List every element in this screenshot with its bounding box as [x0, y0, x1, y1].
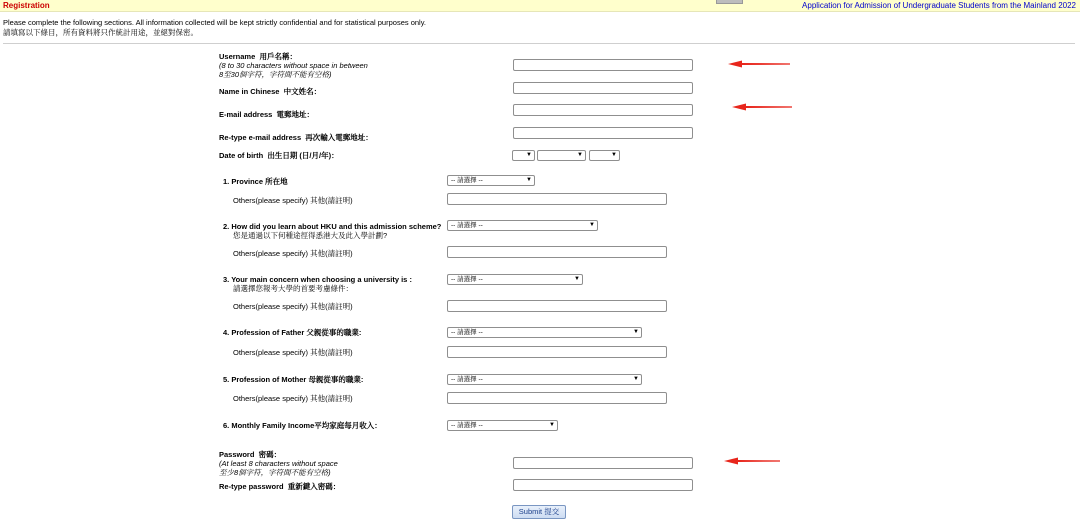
section-label: Registration [3, 1, 50, 10]
q4-select-value: -- 請選擇 -- [451, 329, 483, 336]
intro-text [3, 18, 426, 38]
chevron-down-icon: ▼ [589, 222, 595, 228]
password-label [219, 450, 338, 477]
chevron-down-icon: ▼ [549, 422, 555, 428]
q4-others-label: Others(please specify) 其他(請註明) [233, 348, 353, 357]
password-retype-label-en: Re-type password [219, 482, 284, 491]
email-retype-label [219, 133, 373, 142]
chevron-down-icon: ▼ [574, 276, 580, 282]
q5-select-value: -- 請選擇 -- [451, 376, 483, 383]
q1-label-zh: 所在地 [265, 177, 288, 186]
name-chinese-label-zh: 中文姓名： [283, 87, 322, 96]
q4-others-input[interactable] [447, 346, 667, 358]
q5-label-en: 5. Profession of Mother [223, 375, 307, 384]
q3-label [223, 275, 412, 293]
q6-label [223, 421, 382, 430]
q3-select-value: -- 請選擇 -- [451, 276, 483, 283]
email-retype-input[interactable] [513, 127, 693, 139]
q4-label-en: 4. Profession of Father [223, 328, 305, 337]
chevron-down-icon: ▼ [611, 152, 617, 158]
q4-father-select[interactable] [447, 327, 642, 338]
dob-label [219, 151, 339, 160]
username-hint-zh: 8至30個字符，字符間不能有空格) [219, 70, 332, 79]
chevron-down-icon: ▼ [633, 329, 639, 335]
name-chinese-label [219, 87, 321, 96]
q2-label [223, 222, 441, 240]
password-label-en: Password [219, 450, 255, 459]
q1-select-value: -- 請選擇 -- [451, 177, 483, 184]
arrow-password-icon [724, 457, 780, 465]
username-label-zh: 用戶名稱： [259, 52, 297, 61]
q6-income-select[interactable] [447, 420, 558, 431]
password-retype-label-zh: 重新鍵入密碼： [287, 482, 341, 491]
password-hint-zh: 至少8個字符，字符間不能有空格) [219, 468, 331, 477]
email-label-zh: 電郵地址： [276, 110, 315, 119]
dob-day-select[interactable] [512, 150, 535, 161]
q3-concern-select[interactable] [447, 274, 583, 285]
email-retype-label-zh: 再次輸入電郵地址： [305, 133, 373, 142]
dob-label-zh: 出生日期 (日/月/年)： [267, 151, 339, 160]
name-chinese-input[interactable] [513, 82, 693, 94]
q2-source-select[interactable] [447, 220, 598, 231]
q1-others-input[interactable] [447, 193, 667, 205]
q6-label-en: 6. Monthly Family Income [223, 421, 315, 430]
username-input[interactable] [513, 59, 693, 71]
q2-label-zh: 您是通過以下何種途徑得悉港大及此入學計劃? [233, 231, 388, 240]
arrow-email-icon [732, 103, 792, 111]
q4-label [223, 328, 361, 337]
chevron-down-icon: ▼ [577, 152, 583, 158]
q4-label-zh: 父親從事的職業: [306, 328, 362, 337]
q5-mother-select[interactable] [447, 374, 642, 385]
top-bar [0, 0, 1080, 12]
q5-others-input[interactable] [447, 392, 667, 404]
chevron-down-icon: ▼ [526, 177, 532, 183]
q1-province-select[interactable] [447, 175, 535, 186]
q3-others-label: Others(please specify) 其他(請註明) [233, 302, 353, 311]
q3-label-zh: 請選擇您報考大學的首要考慮條件： [233, 284, 353, 293]
password-retype-label [219, 482, 340, 491]
username-label [219, 52, 368, 79]
email-label-en: E-mail address [219, 110, 273, 119]
email-input[interactable] [513, 104, 693, 116]
q5-label [223, 375, 363, 384]
email-label [219, 110, 314, 119]
q6-label-zh: 平均家庭每月收入： [314, 421, 382, 430]
password-hint-en: (At least 8 characters without space [219, 459, 338, 468]
q1-others-label: Others(please specify) 其他(請註明) [233, 196, 353, 205]
intro-line-en: Please complete the following sections. All information collected will be kept strictly confidential and for statistical purposes only. [3, 18, 426, 27]
arrow-username-icon [728, 60, 790, 68]
q3-others-input[interactable] [447, 300, 667, 312]
username-label-en: Username [219, 52, 256, 61]
q5-label-zh: 母親從事的職業: [308, 375, 364, 384]
username-hint-en: (8 to 30 characters without space in between [219, 61, 368, 70]
top-tab-handle[interactable] [716, 0, 743, 4]
q2-select-value: -- 請選擇 -- [451, 222, 483, 229]
q2-label-en: 2. How did you learn about HKU and this admission scheme? [223, 222, 442, 231]
email-retype-label-en: Re-type e-mail address [219, 133, 302, 142]
intro-line-zh: 請填寫以下條目，所有資料將只作統計用途，並絕對保密。 [3, 28, 198, 37]
q1-label-en: 1. Province [223, 177, 264, 186]
dob-month-select[interactable] [537, 150, 586, 161]
password-input[interactable] [513, 457, 693, 469]
q1-label [223, 177, 288, 186]
q6-select-value: -- 請選擇 -- [451, 422, 483, 429]
chevron-down-icon: ▼ [526, 152, 532, 158]
q2-others-label: Others(please specify) 其他(請註明) [233, 249, 353, 258]
q2-others-input[interactable] [447, 246, 667, 258]
name-chinese-label-en: Name in Chinese [219, 87, 280, 96]
dob-label-en: Date of birth [219, 151, 264, 160]
divider [3, 43, 1075, 44]
q3-label-en: 3. Your main concern when choosing a university is : [223, 275, 412, 284]
submit-button[interactable]: Submit 提交 [512, 505, 566, 519]
chevron-down-icon: ▼ [633, 376, 639, 382]
app-title: Application for Admission of Undergraduate Students from the Mainland 2022 [802, 1, 1076, 10]
q5-others-label: Others(please specify) 其他(請註明) [233, 394, 353, 403]
password-retype-input[interactable] [513, 479, 693, 491]
dob-year-select[interactable] [589, 150, 620, 161]
password-label-zh: 密碼： [258, 450, 282, 459]
